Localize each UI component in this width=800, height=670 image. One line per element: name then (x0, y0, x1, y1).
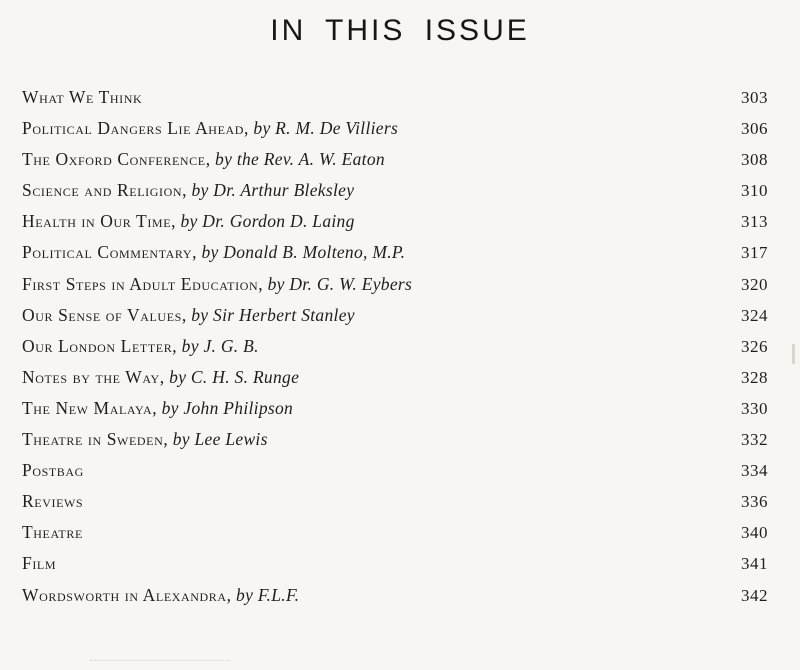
toc-entry[interactable] (22, 550, 774, 581)
entry-page-number: 317 (741, 243, 768, 263)
toc-entry[interactable] (22, 208, 774, 239)
entry-title: Reviews (22, 491, 84, 512)
entry-title: Notes by the Way, (22, 366, 165, 387)
entry-page-number: 328 (741, 367, 768, 387)
entry-page-number: 324 (741, 305, 768, 325)
entry-page-number: 334 (741, 461, 768, 481)
toc-entry[interactable] (22, 177, 774, 208)
entry-page-number: 306 (741, 119, 768, 139)
scan-artifact (90, 660, 230, 665)
entry-title: Science and Religion, (22, 180, 188, 201)
entry-title: The Oxford Conference, (22, 149, 211, 170)
toc-entry[interactable] (22, 239, 774, 270)
entry-page-number: 342 (741, 585, 768, 605)
entry-title: What We Think (22, 87, 143, 107)
toc-entry[interactable] (22, 582, 774, 613)
toc-entry[interactable] (22, 84, 774, 115)
entry-byline: by John Philipson (161, 397, 294, 418)
entry-title: Theatre (22, 522, 83, 543)
entry-page-number: 313 (741, 212, 768, 232)
entry-page-number: 341 (741, 554, 768, 574)
toc-entry[interactable] (22, 426, 774, 457)
entry-byline: by Sir Herbert Stanley (191, 304, 355, 325)
entry-page-number: 303 (741, 88, 768, 107)
toc-entry[interactable] (22, 115, 774, 146)
entry-page-number: 320 (741, 274, 768, 294)
contents-heading (0, 14, 800, 48)
heading-text: IN THIS ISSUE (270, 14, 530, 47)
entry-page-number: 330 (741, 398, 768, 418)
entry-byline: by Dr. Gordon D. Laing (180, 211, 355, 232)
entry-page-number: 332 (741, 430, 768, 450)
entry-title: First Steps in Adult Education, (22, 273, 264, 294)
entry-title: Wordsworth in Alexandra, (22, 584, 232, 605)
entry-byline: by Dr. G. W. Eybers (267, 273, 413, 294)
toc-entry[interactable] (22, 395, 774, 426)
entry-byline: by Donald B. Molteno, M.P. (201, 242, 406, 263)
entry-title: Film (22, 553, 57, 574)
entry-title: Health in Our Time, (22, 211, 177, 232)
entry-byline: by the Rev. A. W. Eaton (215, 149, 385, 170)
entry-byline: by J. G. B. (181, 335, 259, 356)
entry-title: Our Sense of Values, (22, 304, 187, 325)
toc-entry[interactable] (22, 364, 774, 395)
entry-byline: by R. M. De Villiers (253, 118, 399, 139)
scan-edge-mark (792, 344, 795, 364)
entry-page-number: 340 (741, 523, 768, 543)
entry-page-number: 336 (741, 492, 768, 512)
entry-byline: by Lee Lewis (172, 429, 268, 450)
entry-byline: by C. H. S. Runge (169, 366, 300, 387)
toc-entry[interactable] (22, 271, 774, 302)
entry-page-number: 308 (741, 150, 768, 170)
toc-entry[interactable] (22, 488, 774, 519)
entry-title: Our London Letter, (22, 335, 178, 356)
entry-title: Political Commentary, (22, 242, 198, 263)
toc-entry[interactable] (22, 302, 774, 333)
toc-entry[interactable] (22, 333, 774, 364)
toc-entry[interactable] (22, 146, 774, 177)
entry-title: Political Dangers Lie Ahead, (22, 118, 250, 139)
toc-entry[interactable] (22, 519, 774, 550)
entry-byline: by F.L.F. (236, 584, 300, 605)
entry-title: The New Malaya, (22, 397, 158, 418)
entry-page-number: 326 (741, 336, 768, 356)
entry-title: Postbag (22, 460, 84, 481)
entry-page-number: 310 (741, 181, 768, 201)
entry-title: Theatre in Sweden, (22, 429, 169, 450)
entry-byline: by Dr. Arthur Bleksley (191, 180, 355, 201)
table-of-contents (22, 84, 774, 613)
toc-entry[interactable] (22, 457, 774, 488)
